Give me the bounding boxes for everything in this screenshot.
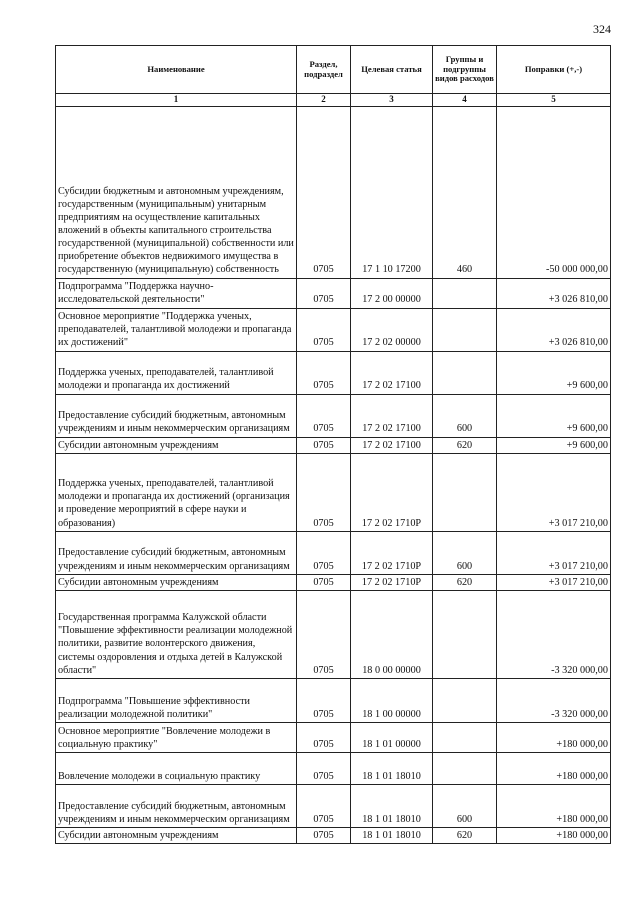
row-section: 0705 xyxy=(297,351,351,394)
row-amount: +180 000,00 xyxy=(497,827,611,843)
row-amount: +9 600,00 xyxy=(497,437,611,453)
row-amount: -50 000 000,00 xyxy=(497,106,611,278)
row-expense-type: 620 xyxy=(433,437,497,453)
row-expense-type xyxy=(433,752,497,784)
row-amount: +9 600,00 xyxy=(497,394,611,437)
row-section: 0705 xyxy=(297,106,351,278)
row-expense-type: 600 xyxy=(433,394,497,437)
header-article: Целевая статья xyxy=(351,46,433,94)
row-name: Предоставление субсидий бюджетным, автономным учреждениям и иным некоммерческим организациям xyxy=(56,394,297,437)
row-section: 0705 xyxy=(297,722,351,752)
row-name: Подпрограмма "Поддержка научно-исследовательской деятельности" xyxy=(56,278,297,308)
budget-amendments-table xyxy=(55,45,611,844)
row-expense-type: 600 xyxy=(433,531,497,574)
table-row xyxy=(56,574,611,590)
row-name: Поддержка ученых, преподавателей, талантливой молодежи и пропаганда их достижений (организация и проведение мероприятий в сфере науки и образования) xyxy=(56,453,297,531)
row-expense-type: 620 xyxy=(433,827,497,843)
row-expense-type xyxy=(433,278,497,308)
row-amount: +3 026 810,00 xyxy=(497,278,611,308)
row-amount: +3 026 810,00 xyxy=(497,308,611,351)
header-expense-group: Группы и подгруппы видов расходов xyxy=(433,46,497,94)
row-section: 0705 xyxy=(297,531,351,574)
column-number: 5 xyxy=(497,94,611,107)
column-number-row xyxy=(56,94,611,107)
row-section: 0705 xyxy=(297,752,351,784)
row-amount: +3 017 210,00 xyxy=(497,574,611,590)
row-name: Основное мероприятие "Вовлечение молодежи в социальную практику" xyxy=(56,722,297,752)
row-expense-type xyxy=(433,351,497,394)
row-name: Предоставление субсидий бюджетным, автономным учреждениям и иным некоммерческим организациям xyxy=(56,531,297,574)
row-section: 0705 xyxy=(297,784,351,827)
row-article: 18 1 01 18010 xyxy=(351,784,433,827)
row-expense-type xyxy=(433,453,497,531)
row-name: Государственная программа Калужской области "Повышение эффективности реализации молодежной политики, развитие волонтерского движения, системы оздоровления и отдыха детей в Калужской области" xyxy=(56,590,297,678)
row-name: Подпрограмма "Повышение эффективности реализации молодежной политики" xyxy=(56,678,297,722)
row-section: 0705 xyxy=(297,308,351,351)
table-row xyxy=(56,752,611,784)
table-header-row xyxy=(56,46,611,94)
row-article: 18 1 01 18010 xyxy=(351,827,433,843)
row-article: 17 2 02 00000 xyxy=(351,308,433,351)
row-section: 0705 xyxy=(297,678,351,722)
header-name: Наименование xyxy=(56,46,297,94)
row-name: Поддержка ученых, преподавателей, талантливой молодежи и пропаганда их достижений xyxy=(56,351,297,394)
table-row xyxy=(56,531,611,574)
table-row xyxy=(56,394,611,437)
table-row xyxy=(56,590,611,678)
row-article: 17 2 02 17100 xyxy=(351,394,433,437)
table-row xyxy=(56,722,611,752)
column-number: 1 xyxy=(56,94,297,107)
table-row xyxy=(56,437,611,453)
header-section: Раздел, подраздел xyxy=(297,46,351,94)
row-name: Субсидии автономным учреждениям xyxy=(56,827,297,843)
table-row xyxy=(56,827,611,843)
row-expense-type: 600 xyxy=(433,784,497,827)
row-article: 18 1 00 00000 xyxy=(351,678,433,722)
row-article: 17 2 02 1710Р xyxy=(351,531,433,574)
row-section: 0705 xyxy=(297,394,351,437)
row-section: 0705 xyxy=(297,827,351,843)
table-row xyxy=(56,106,611,278)
table-row xyxy=(56,351,611,394)
row-article: 18 1 01 18010 xyxy=(351,752,433,784)
row-amount: -3 320 000,00 xyxy=(497,590,611,678)
row-name: Субсидии автономным учреждениям xyxy=(56,437,297,453)
row-article: 17 2 00 00000 xyxy=(351,278,433,308)
row-article: 18 1 01 00000 xyxy=(351,722,433,752)
row-amount: +3 017 210,00 xyxy=(497,531,611,574)
row-article: 17 2 02 1710Р xyxy=(351,453,433,531)
table-row xyxy=(56,308,611,351)
row-article: 17 2 02 1710Р xyxy=(351,574,433,590)
row-section: 0705 xyxy=(297,453,351,531)
row-article: 17 2 02 17100 xyxy=(351,351,433,394)
row-expense-type: 620 xyxy=(433,574,497,590)
column-number: 4 xyxy=(433,94,497,107)
row-section: 0705 xyxy=(297,437,351,453)
row-section: 0705 xyxy=(297,278,351,308)
row-amount: +9 600,00 xyxy=(497,351,611,394)
row-name: Субсидии бюджетным и автономным учреждениям, государственным (муниципальным) унитарным предприятиям на осуществление капитальных вложений в объекты капитального строительства государственной (муниципальной) собственности или приобретение объектов недвижимого имущества в государственную (муниципальную) собственность xyxy=(56,106,297,278)
header-amendments: Поправки (+,-) xyxy=(497,46,611,94)
row-name: Предоставление субсидий бюджетным, автономным учреждениям и иным некоммерческим организациям xyxy=(56,784,297,827)
row-name: Субсидии автономным учреждениям xyxy=(56,574,297,590)
row-amount: +180 000,00 xyxy=(497,784,611,827)
row-amount: +180 000,00 xyxy=(497,722,611,752)
row-name: Вовлечение молодежи в социальную практику xyxy=(56,752,297,784)
row-expense-type xyxy=(433,722,497,752)
row-section: 0705 xyxy=(297,590,351,678)
row-article: 17 2 02 17100 xyxy=(351,437,433,453)
table-row xyxy=(56,278,611,308)
column-number: 2 xyxy=(297,94,351,107)
row-section: 0705 xyxy=(297,574,351,590)
row-expense-type xyxy=(433,590,497,678)
row-article: 17 1 10 17200 xyxy=(351,106,433,278)
row-name: Основное мероприятие "Поддержка ученых, преподавателей, талантливой молодежи и пропаганда их достижений" xyxy=(56,308,297,351)
row-amount: +3 017 210,00 xyxy=(497,453,611,531)
row-expense-type xyxy=(433,308,497,351)
table-row xyxy=(56,678,611,722)
row-amount: +180 000,00 xyxy=(497,752,611,784)
table-row xyxy=(56,784,611,827)
row-expense-type xyxy=(433,678,497,722)
table-row xyxy=(56,453,611,531)
row-expense-type: 460 xyxy=(433,106,497,278)
row-amount: -3 320 000,00 xyxy=(497,678,611,722)
column-number: 3 xyxy=(351,94,433,107)
row-article: 18 0 00 00000 xyxy=(351,590,433,678)
page-number: 324 xyxy=(593,22,611,36)
